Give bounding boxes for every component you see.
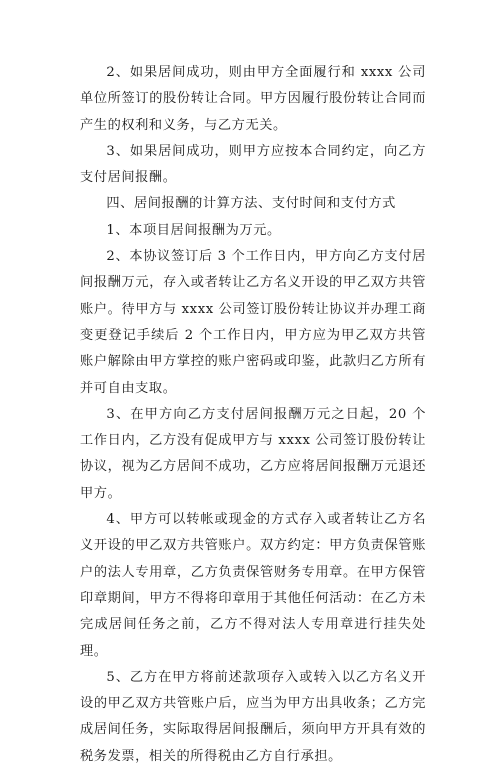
section-heading: 四、居间报酬的计算方法、支付时间和支付方式 [106, 196, 396, 212]
document-body [80, 60, 426, 770]
clause-paragraph: 3、如果居间成功，则甲方应按本合同约定，向乙方支付居间报酬。 [80, 143, 426, 186]
clause-paragraph: 2、本协议签订后 3 个工作日内，甲方向乙方支付居间报酬万元，存入或者转让乙方名义开设的甲乙双方共管账户。待甲方与 xxxx 公司签订股份转让协议并办理工商变更登记手续后 2 个工作日内，甲方应为甲乙双方共管账户解除由甲方掌控的账户密码或印鉴，此款归乙方所有并可自由支取。 [80, 249, 426, 396]
clause-paragraph: 2、如果居间成功，则由甲方全面履行和 xxxx 公司单位所签订的股份转让合同。甲方因履行股份转让合同而产生的权利和义务，与乙方无关。 [80, 65, 426, 133]
clause-paragraph: 4、甲方可以转帐或现金的方式存入或者转让乙方名义开设的甲乙双方共管账户。双方约定：甲方负责保管账户的法人专用章，乙方负责保管财务专用章。在甲方保管印章期间，甲方不得将印章用于其他任何活动：在乙方未完成居间任务之前，乙方不得对法人专用章进行挂失处理。 [80, 512, 426, 659]
clause-paragraph: 5、乙方在甲方将前述款项存入或转入以乙方名义开设的甲乙双方共管账户后，应当为甲方出具收条；乙方完成居间任务，实际取得居间报酬后，须向甲方开具有效的税务发票，相关的所得税由乙方自行承担。 [80, 669, 426, 764]
clause-paragraph: 1、本项目居间报酬为万元。 [106, 222, 281, 238]
clause-paragraph: 3、在甲方向乙方支付居间报酬万元之日起，20 个工作日内，乙方没有促成甲方与 xxxx 公司签订股份转让协议，视为乙方居间不成功，乙方应将居间报酬万元退还甲方。 [80, 406, 426, 501]
